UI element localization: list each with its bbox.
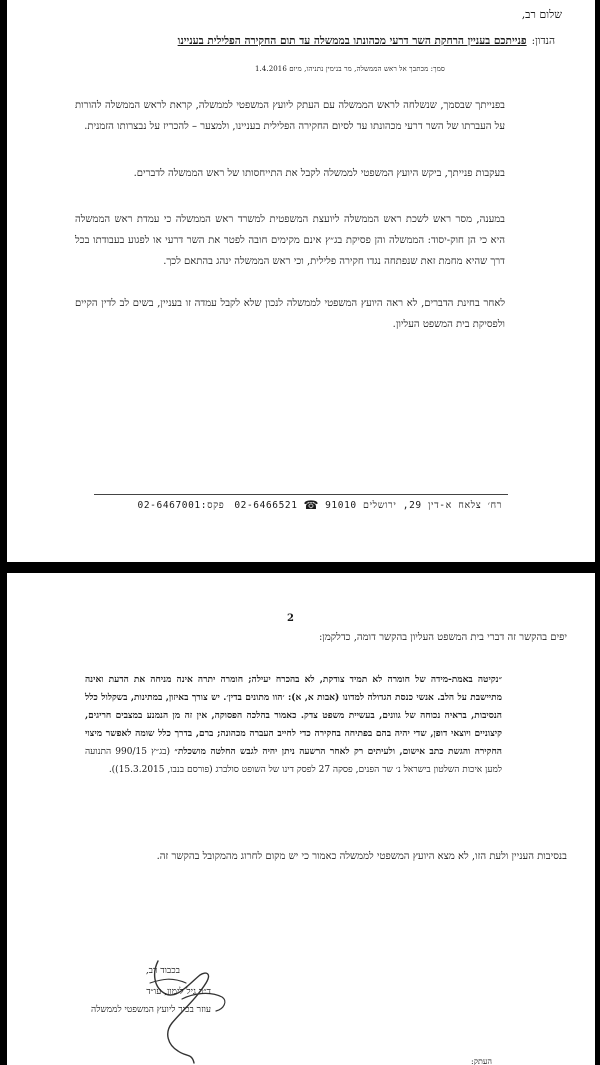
court-quote: [85, 671, 502, 779]
subject-label: הנדון:: [531, 35, 555, 47]
footer-phone: 02-6466521: [234, 500, 298, 511]
footer-divider: [94, 494, 508, 495]
footer-fax: 02-6467001: [137, 500, 201, 511]
body-paragraph: בפנייתך שבסמך, שנשלחה לראש הממשלה עם העתק ליועץ המשפטי לממשלה, קראת לראש הממשלה להורות על העברתו של השר דרעי מכהונתו עד לסיום החקירה הפלילית בעניינו, ולמצער – להכריז על נבצרותו הזמנית.: [75, 100, 505, 132]
quote-intro: יפים בהקשר זה דברי בית המשפט העליון בהקשר דומה, כדלקמן:: [318, 632, 567, 643]
quote-citation: (בג״ץ 990/15 התנועה למען איכות השלטון בישראל נ׳ שר הפנים, פסקה 27 לפסק דינו של השופט סולברג (פורסם בנבו, 15.3.2015)).: [85, 747, 502, 775]
footer-fax-label: פקס:: [200, 500, 225, 511]
signer-name: ד״ר גיל לימון, עו״ד: [146, 987, 211, 997]
subject-line: [77, 34, 555, 49]
letter-page-1: [7, 0, 595, 562]
reference-line: סמך: מכתבך אל ראש הממשלה, מר בנימין נתניהו, מיום 1.4.2016: [254, 65, 445, 73]
telephone-icon: ☎: [303, 498, 320, 512]
letterhead-footer: [138, 498, 502, 512]
body-paragraph: לאחר בחינת הדברים, לא ראה היועץ המשפטי לממשלה לנכון שלא לקבל עמדה זו בעניין, בשים לב לדין הקיים ולפסיקת בית המשפט העליון.: [75, 298, 505, 330]
footer-address: רח׳ צלאח א-דין 29, ירושלים 91010: [325, 500, 502, 511]
cc-label: העתק:: [471, 1057, 492, 1065]
quote-text: ״נקיטה באמת-מידה של חומרה לא תמיד צודקת, לא בהכרח יעילה; חומרה יתרה אינה מניחה את הדעת ואינה מתיישבת על הלב. אנשי כנסת הגדולה למדונו (אבות א, א): ׳הוו מתונים בדין׳. יש צורך באיזון, במתינות, בשקלול כלל הנסיבות, בראיה נכוחה של גוונים, בעשיית משפט צדק. כאמור בהלכה הפסוקה, אין זה מן הנמנע במצבים חריגים, קיצוניים ויוצאי דופן, שדי יהיה בהם בפתיחה בחקירה כדי לחייב העברה מכהונה; ברם, בדרך כלל שומה לאפשר מיצוי החקירה והגשת כתב אישום, ולעיתים רק לאחר הרשעה ניתן יהיה לגבש החלטה מושכלת״: [85, 675, 502, 757]
body-paragraph: במענה, מסר ראש לשכת ראש הממשלה ליועצת המשפטית למשרד ראש הממשלה כי עמדת ראש הממשלה היא כי הן חוק-יסוד: הממשלה והן פסיקת בג״ץ אינם מקימים חובה לפטר את השר דרעי או לפגוע בעבודתו בכל דרך שהיא מחמת זאת שנפתחה נגדו חקירה פלילית, וכי ראש הממשלה ינהג בהתאם לכך.: [75, 214, 505, 267]
page-number: 2: [287, 613, 294, 624]
closing-salutation: בכבוד רב,: [145, 966, 180, 976]
body-paragraph: בעקבות פנייתך, ביקש היועץ המשפטי לממשלה לקבל את התייחסותו של ראש הממשלה לדברים.: [133, 168, 505, 179]
letter-page-2: [7, 573, 595, 1065]
conclusion-paragraph: בנסיבות העניין ולעת הזו, לא מצא היועץ המשפטי לממשלה כאמור כי יש מקום לחרוג מהמקובל בהקשר זה.: [156, 851, 567, 862]
subject-title: פנייתכם בעניין הרחקת השר דרעי מכהונתו בממשלה עד תום החקירה הפלילית בעניינו: [177, 35, 527, 47]
signer-title: עוזר בכיר ליועץ המשפטי לממשלה: [91, 1005, 211, 1015]
greeting: שלום רב,: [521, 8, 562, 21]
